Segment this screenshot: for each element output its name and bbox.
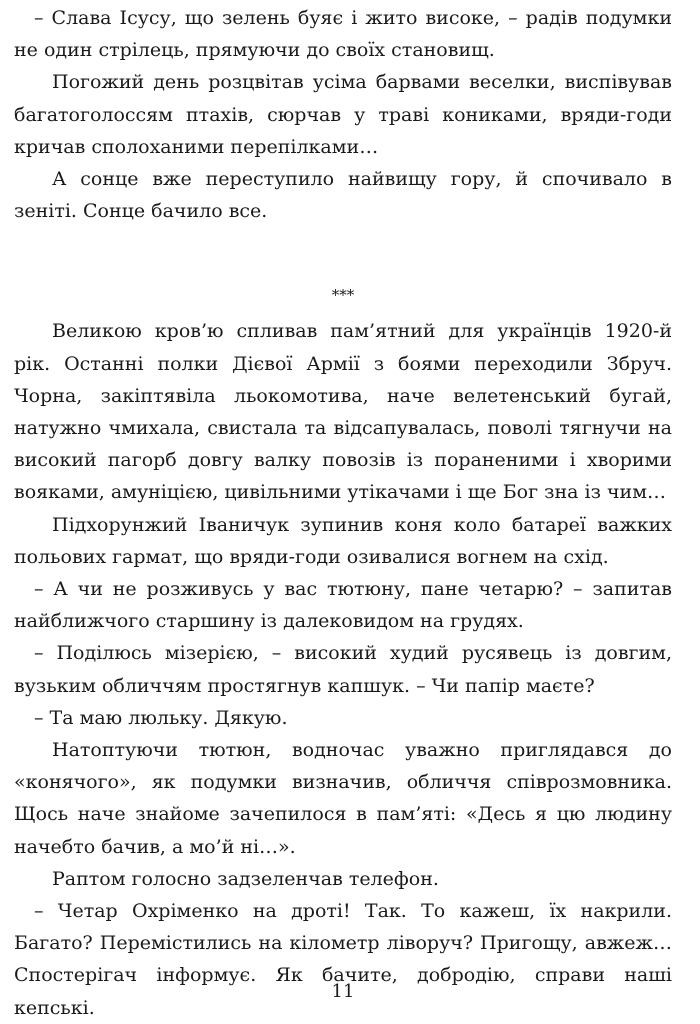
section-separator: *** — [331, 286, 355, 305]
paragraph: А сонце вже переступило найвищу гору, й спочивало в зеніті. Сонце бачило все. — [14, 168, 672, 223]
page-number: 11 — [331, 981, 355, 1002]
paragraph: Погожий день розцвітав усіма барвами веселки, виспівував багатоголоссям птахів, сюрчав у траві кониками, вряди-годи кричав сполоханими перепілками… — [14, 71, 672, 158]
text-block-bottom — [14, 315, 672, 1023]
paragraph: Підхорунжий Іваничук зупинив коня коло батареї важких польових гармат, що вряди-годи озивалися вогнем на схід. — [14, 513, 672, 568]
paragraph: Великою кров’ю спливав пам’ятний для українців 1920-й рік. Останні полки Дієвої Армії з боями переходили Збруч. Чорна, закіптявіла льокомотива, наче велетенський бугай, натужно чмихала, свистала та відсапувалась, поволі тягнучи на високий пагорб довгу валку повозів із пораненими і хворими вояками, амуніцією, цивільними утікачами і ще Бог зна із чим… — [14, 320, 672, 504]
paragraph: – А чи не розживусь у вас тютюну, пане четарю? – запитав найближчого старшину із далековидом на грудях. — [14, 578, 672, 633]
paragraph: – Поділюсь мізерією, – високий худий русявець із довгим, вузьким обличчям простягнув капшук. – Чи папір маєте? — [14, 642, 672, 697]
paragraph: Раптом голосно задзеленчав телефон. — [52, 867, 439, 890]
book-page — [14, 0, 672, 1024]
paragraph: – Четар Охріменко на дроті! Так. То кажеш, їх накрили. Багато? Перемістились на кілометр ліворуч? Пригощу, авжеж… Спостерігач інформує. Як бачите, добродію, справи наші кепські. — [14, 900, 672, 1019]
paragraph: – Слава Ісусу, що зелень буяє і жито високе, – радів подумки не один стрілець, прямуючи до своїх становищ. — [14, 7, 672, 62]
paragraph: Натоптуючи тютюн, водночас уважно приглядався до «конячого», як подумки визначив, обличчя співрозмовника. Щось наче знайоме зачепилося в пам’яті: «Десь я цю людину начебто бачив, а мо’й ні…». — [14, 739, 672, 858]
text-block-top — [14, 2, 672, 227]
paragraph: – Та маю люльку. Дякую. — [34, 706, 288, 729]
